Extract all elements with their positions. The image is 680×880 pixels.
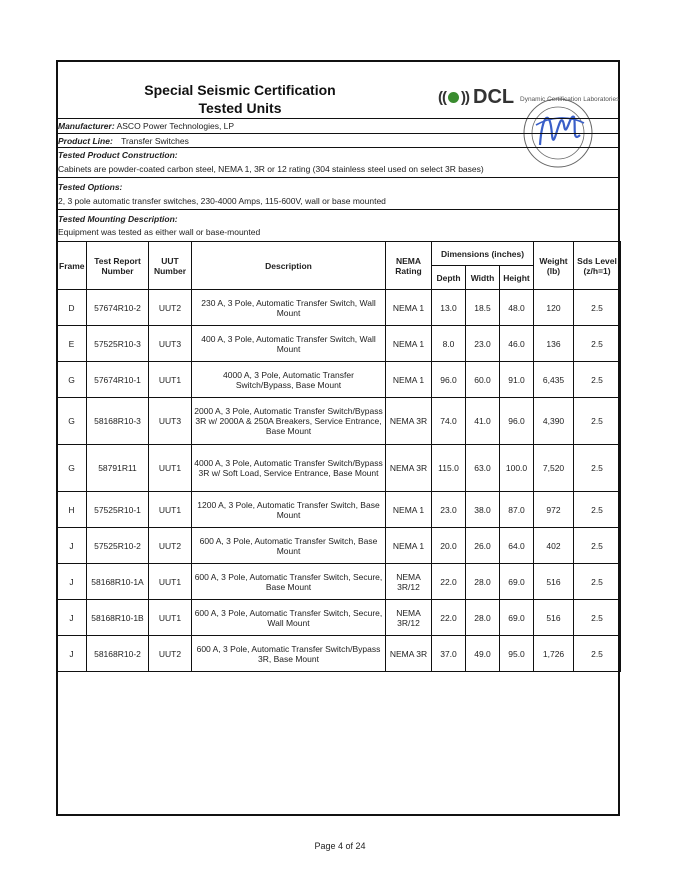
cell-sds: 2.5 xyxy=(574,290,621,326)
cell-width: 28.0 xyxy=(466,564,500,600)
cell-sds: 2.5 xyxy=(574,326,621,362)
header-weight: Weight (lb) xyxy=(534,242,574,290)
cell-report: 58168R10-2 xyxy=(87,636,149,672)
cell-frame: E xyxy=(57,326,87,362)
divider xyxy=(56,209,620,210)
mounting-label: Tested Mounting Description: xyxy=(58,214,178,224)
cell-depth: 115.0 xyxy=(432,445,466,492)
construction-value: Cabinets are powder-coated carbon steel, NEMA 1, 3R or 12 rating (304 stainless steel used on select 3R bases) xyxy=(58,164,484,174)
table-row xyxy=(57,290,621,326)
cell-sds: 2.5 xyxy=(574,492,621,528)
cell-frame: D xyxy=(57,290,87,326)
signal-waves-icon: )) xyxy=(461,89,469,106)
cell-sds: 2.5 xyxy=(574,528,621,564)
cell-nema: NEMA 1 xyxy=(386,492,432,528)
cell-depth: 22.0 xyxy=(432,600,466,636)
table-row xyxy=(57,600,621,636)
cell-depth: 23.0 xyxy=(432,492,466,528)
cell-nema: NEMA 1 xyxy=(386,362,432,398)
cell-uut: UUT2 xyxy=(149,528,192,564)
cell-height: 48.0 xyxy=(500,290,534,326)
construction-label: Tested Product Construction: xyxy=(58,150,178,160)
cell-nema: NEMA 1 xyxy=(386,528,432,564)
cell-nema: NEMA 3R/12 xyxy=(386,600,432,636)
tested-units-table xyxy=(56,241,621,672)
cell-uut: UUT1 xyxy=(149,445,192,492)
cell-width: 63.0 xyxy=(466,445,500,492)
header-height: Height xyxy=(500,266,534,290)
cell-height: 46.0 xyxy=(500,326,534,362)
table-row xyxy=(57,564,621,600)
cell-nema: NEMA 3R xyxy=(386,398,432,445)
cell-depth: 8.0 xyxy=(432,326,466,362)
cell-report: 57674R10-2 xyxy=(87,290,149,326)
cell-depth: 96.0 xyxy=(432,362,466,398)
table-row xyxy=(57,528,621,564)
table-row xyxy=(57,636,621,672)
cell-width: 38.0 xyxy=(466,492,500,528)
cell-width: 26.0 xyxy=(466,528,500,564)
cell-frame: H xyxy=(57,492,87,528)
cell-frame: J xyxy=(57,636,87,672)
header-sds: Sds Level (z/h=1) xyxy=(574,242,621,290)
header-nema: NEMA Rating xyxy=(386,242,432,290)
header-test-report: Test Report Number xyxy=(87,242,149,290)
manufacturer-value: ASCO Power Technologies, LP xyxy=(116,121,235,131)
mounting-value: Equipment was tested as either wall or base-mounted xyxy=(58,227,261,237)
table-row xyxy=(57,326,621,362)
cell-report: 58168R10-1B xyxy=(87,600,149,636)
header-dimensions: Dimensions (inches) xyxy=(432,242,534,266)
cell-desc: 600 A, 3 Pole, Automatic Transfer Switch/Bypass 3R, Base Mount xyxy=(192,636,386,672)
cell-depth: 37.0 xyxy=(432,636,466,672)
cell-frame: J xyxy=(57,600,87,636)
cell-frame: J xyxy=(57,528,87,564)
cell-report: 58168R10-3 xyxy=(87,398,149,445)
cell-weight: 120 xyxy=(534,290,574,326)
manufacturer-row xyxy=(58,121,234,131)
logo-subtext: Dynamic Certification Laboratories xyxy=(520,96,620,103)
page-title: Special Seismic Certification xyxy=(144,82,336,98)
cell-weight: 402 xyxy=(534,528,574,564)
cell-uut: UUT1 xyxy=(149,362,192,398)
cell-weight: 1,726 xyxy=(534,636,574,672)
manufacturer-label: Manufacturer: xyxy=(58,121,115,131)
cell-height: 87.0 xyxy=(500,492,534,528)
cell-desc: 1200 A, 3 Pole, Automatic Transfer Switch, Base Mount xyxy=(192,492,386,528)
cell-report: 57525R10-2 xyxy=(87,528,149,564)
table-row xyxy=(57,492,621,528)
cell-sds: 2.5 xyxy=(574,445,621,492)
cell-sds: 2.5 xyxy=(574,564,621,600)
cell-nema: NEMA 1 xyxy=(386,326,432,362)
cell-width: 49.0 xyxy=(466,636,500,672)
cell-desc: 4000 A, 3 Pole, Automatic Transfer Switch/Bypass 3R w/ Soft Load, Service Entrance, Base Mount xyxy=(192,445,386,492)
cell-frame: G xyxy=(57,398,87,445)
cell-nema: NEMA 3R/12 xyxy=(386,564,432,600)
cell-weight: 136 xyxy=(534,326,574,362)
green-dot-icon xyxy=(448,92,459,103)
cell-nema: NEMA 3R xyxy=(386,636,432,672)
cell-report: 57525R10-3 xyxy=(87,326,149,362)
cell-weight: 516 xyxy=(534,564,574,600)
divider xyxy=(56,133,620,134)
table-row xyxy=(57,398,621,445)
divider xyxy=(56,147,620,148)
cell-uut: UUT1 xyxy=(149,564,192,600)
cell-height: 95.0 xyxy=(500,636,534,672)
cell-weight: 6,435 xyxy=(534,362,574,398)
cell-width: 28.0 xyxy=(466,600,500,636)
cell-desc: 4000 A, 3 Pole, Automatic Transfer Switch/Bypass, Base Mount xyxy=(192,362,386,398)
page-number: Page 4 of 24 xyxy=(314,841,366,851)
signal-waves-icon: (( xyxy=(438,89,446,106)
divider xyxy=(56,177,620,178)
table-row xyxy=(57,362,621,398)
cell-desc: 2000 A, 3 Pole, Automatic Transfer Switch/Bypass 3R w/ 2000A & 250A Breakers, Service Entrance, Base Mount xyxy=(192,398,386,445)
cell-desc: 400 A, 3 Pole, Automatic Transfer Switch, Wall Mount xyxy=(192,326,386,362)
header-depth: Depth xyxy=(432,266,466,290)
cell-depth: 74.0 xyxy=(432,398,466,445)
header-width: Width xyxy=(466,266,500,290)
product-line-value: Transfer Switches xyxy=(121,136,189,146)
cell-width: 18.5 xyxy=(466,290,500,326)
cell-uut: UUT2 xyxy=(149,636,192,672)
logo-text: DCL xyxy=(473,86,515,108)
cell-weight: 972 xyxy=(534,492,574,528)
cell-report: 57525R10-1 xyxy=(87,492,149,528)
cell-uut: UUT1 xyxy=(149,600,192,636)
cell-sds: 2.5 xyxy=(574,362,621,398)
cell-width: 23.0 xyxy=(466,326,500,362)
cell-sds: 2.5 xyxy=(574,398,621,445)
page-subtitle: Tested Units xyxy=(198,100,282,116)
cell-desc: 230 A, 3 Pole, Automatic Transfer Switch, Wall Mount xyxy=(192,290,386,326)
cell-uut: UUT1 xyxy=(149,492,192,528)
cell-frame: J xyxy=(57,564,87,600)
cell-report: 58168R10-1A xyxy=(87,564,149,600)
cell-depth: 22.0 xyxy=(432,564,466,600)
cell-weight: 7,520 xyxy=(534,445,574,492)
cell-nema: NEMA 3R xyxy=(386,445,432,492)
cell-sds: 2.5 xyxy=(574,600,621,636)
cell-desc: 600 A, 3 Pole, Automatic Transfer Switch, Secure, Base Mount xyxy=(192,564,386,600)
table-row xyxy=(57,445,621,492)
cell-nema: NEMA 1 xyxy=(386,290,432,326)
cell-desc: 600 A, 3 Pole, Automatic Transfer Switch, Secure, Wall Mount xyxy=(192,600,386,636)
cell-height: 96.0 xyxy=(500,398,534,445)
header-description: Description xyxy=(192,242,386,290)
cell-height: 64.0 xyxy=(500,528,534,564)
cell-frame: G xyxy=(57,362,87,398)
cell-height: 91.0 xyxy=(500,362,534,398)
cell-height: 100.0 xyxy=(500,445,534,492)
cell-height: 69.0 xyxy=(500,600,534,636)
product-line-row xyxy=(58,136,189,146)
engineer-seal-stamp xyxy=(510,95,608,175)
cell-depth: 20.0 xyxy=(432,528,466,564)
cell-sds: 2.5 xyxy=(574,636,621,672)
cell-width: 41.0 xyxy=(466,398,500,445)
divider xyxy=(56,118,620,119)
cell-report: 57674R10-1 xyxy=(87,362,149,398)
cell-depth: 13.0 xyxy=(432,290,466,326)
cell-width: 60.0 xyxy=(466,362,500,398)
cell-uut: UUT2 xyxy=(149,290,192,326)
cell-uut: UUT3 xyxy=(149,398,192,445)
header-frame: Frame xyxy=(57,242,87,290)
options-value: 2, 3 pole automatic transfer switches, 230-4000 Amps, 115-600V, wall or base mounted xyxy=(58,196,386,206)
cell-desc: 600 A, 3 Pole, Automatic Transfer Switch, Base Mount xyxy=(192,528,386,564)
cell-frame: G xyxy=(57,445,87,492)
cell-weight: 4,390 xyxy=(534,398,574,445)
dcl-logo xyxy=(438,86,514,109)
product-line-label: Product Line: xyxy=(58,136,113,146)
cell-height: 69.0 xyxy=(500,564,534,600)
header-uut: UUT Number xyxy=(149,242,192,290)
cell-weight: 516 xyxy=(534,600,574,636)
options-label: Tested Options: xyxy=(58,182,123,192)
cell-uut: UUT3 xyxy=(149,326,192,362)
cell-report: 58791R11 xyxy=(87,445,149,492)
